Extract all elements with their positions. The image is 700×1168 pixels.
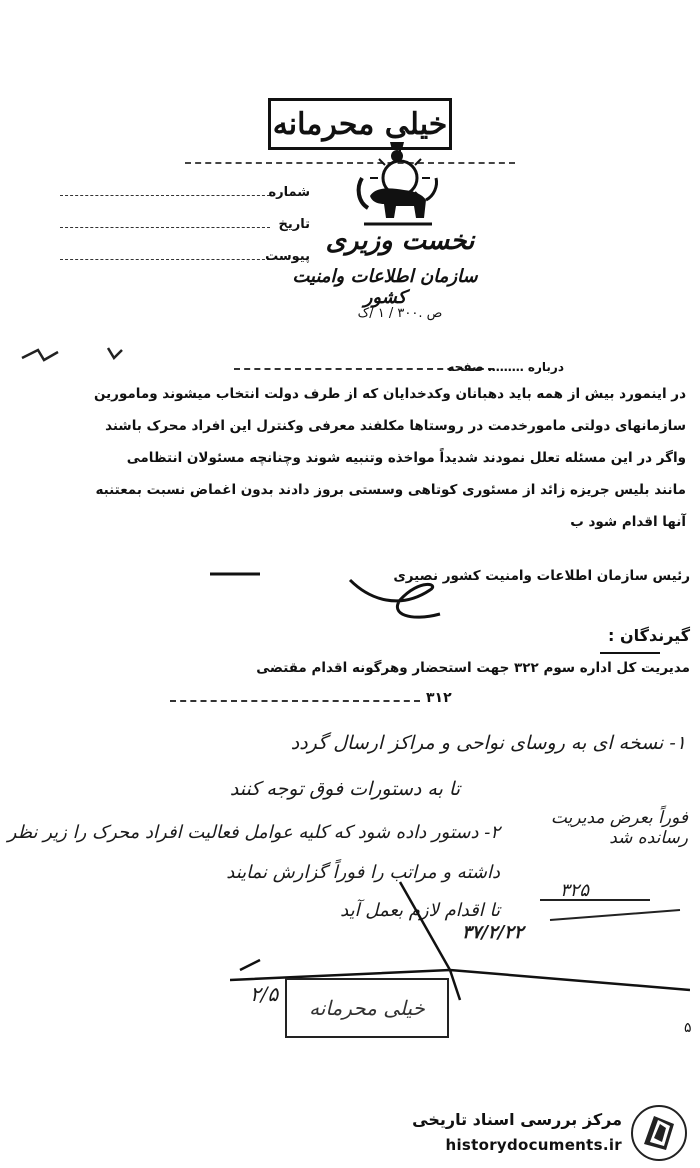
number-label: شماره	[268, 185, 310, 200]
archive-logo-icon	[630, 1104, 688, 1162]
handwritten-line: داشته و مراتب را فوراً گزارش نمایند	[226, 862, 500, 883]
handwritten-line: ۱- نسخه ای به روسای نواحی و مراکز ارسال گردد	[290, 732, 686, 754]
reference-number: ۳۱۲	[426, 690, 452, 706]
body-line: در اینمورد بیش از همه باید دهبانان وکدخدایان که از طرف دولت انتخاب میشوند ومامورین	[93, 386, 686, 402]
top-divider	[185, 162, 515, 164]
handwritten-line: ۲- دستور داده شود که کلیه عوامل فعالیت افراد محرک را زیر نظر	[7, 822, 500, 843]
handwritten-line: تا اقدام لازم بعمل آید	[340, 900, 500, 921]
date-field	[60, 212, 310, 232]
number-field	[60, 180, 310, 200]
subject-field: درباره ……… صفحه	[234, 354, 564, 374]
margin-note: فوراً بعرض مدیریت رسانده شد	[550, 808, 688, 848]
page-label: صفحه	[447, 360, 484, 374]
doc-reference: ص .۳۰۰ / ۱ /ک	[357, 306, 443, 321]
body-line: آنها اقدام شود ب	[570, 514, 686, 530]
recipients-heading: گیرندگان :	[608, 626, 690, 645]
corner-scribble	[18, 340, 128, 370]
footer-url: historydocuments.ir	[445, 1136, 622, 1154]
initial-mark: ۳۲۵	[560, 880, 590, 901]
recipient-line: مدیریت کل اداره سوم ۳۲۲ جهت استحضار وهرگونه اقدام مقتضی	[256, 660, 690, 676]
subject-label: درباره	[527, 360, 564, 374]
handwritten-line: تا به دستورات فوق توجه کنند	[229, 778, 460, 800]
lion-and-sun-emblem	[352, 138, 442, 230]
signature	[200, 570, 460, 630]
body-line: مانند بلیس جریزه زائد از مسئوری کوتاهی وسستی بروز دادند بدون اغماض نسبت بمعتنبه	[95, 482, 686, 498]
org-primary: نخست وزیری	[325, 226, 475, 256]
side-mark: ۵	[684, 1020, 692, 1036]
recipients-underline	[600, 652, 660, 654]
reference-dashes	[170, 700, 420, 702]
classification-text: خیلی محرمانه	[272, 106, 448, 142]
org-secondary: سازمان اطلاعات وامنیت کشور	[292, 266, 478, 308]
signer-title: رئیس سازمان اطلاعات وامنیت کشور نصیری	[393, 568, 690, 584]
stamp-text: خیلی محرمانه	[309, 996, 425, 1020]
handwritten-date: ۳۷/۲/۲۲	[462, 922, 524, 943]
footer-title: مرکز بررسی اسناد تاریخی	[412, 1110, 622, 1129]
initial-mark: ۲/۵	[250, 982, 279, 1006]
date-label: تاریخ	[278, 217, 310, 232]
body-line: واگر در این مسئله تعلل نمودند شدیداً مواخذه وتنبیه شوند وچنانچه مسئولان انتظامی	[126, 450, 686, 466]
body-line: سازمانهای دولتی مامورخدمت در روستاها مکلفند معرفی وکنترل این افراد محرک باشند	[105, 418, 686, 434]
confidential-stamp	[285, 978, 449, 1038]
attachment-field	[60, 244, 310, 264]
attachment-label: پیوست	[265, 249, 310, 264]
